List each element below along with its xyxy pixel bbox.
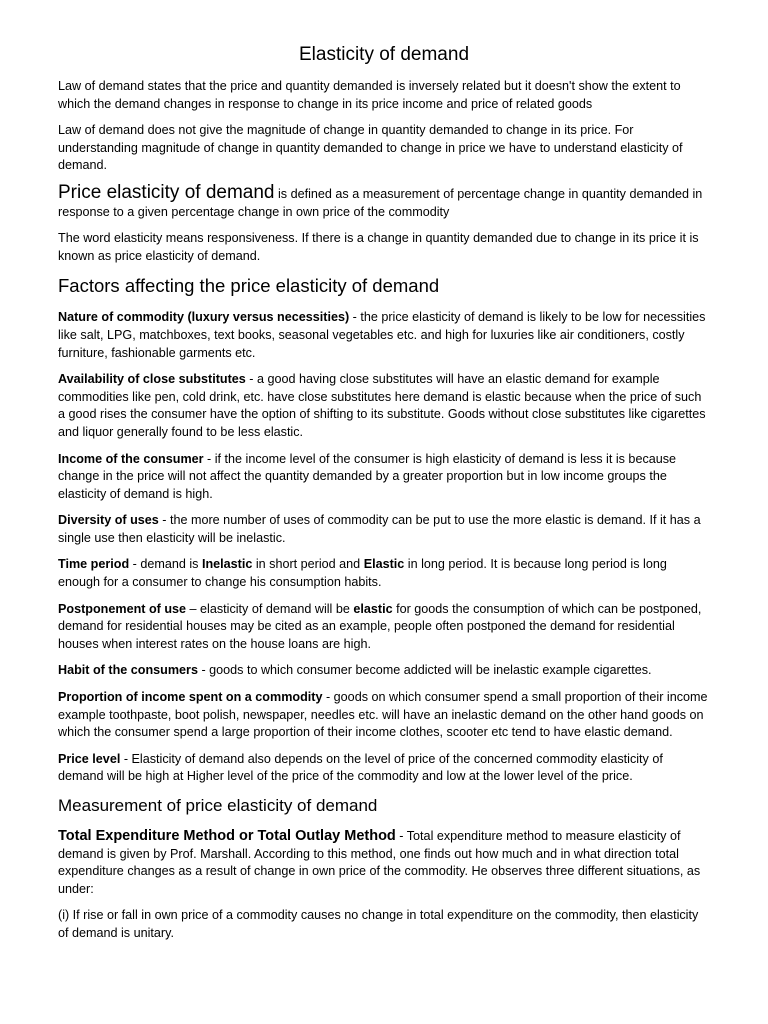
factor-substitutes-text: - a good having close substitutes will have an elastic demand for example commodities like pen, cold drink, etc. have close substitutes here demand is elastic because when the price of such a good rises the consumer have the option of shifting to its substitute. Goods without close substitutes like cigarettes and liquor generally found to be less elastic. xyxy=(58,372,706,439)
factor-postponement xyxy=(58,601,710,654)
factor-nature-text: - the price elasticity of demand is likely to be low for necessities like salt, LPG, matchboxes, text books, seasonal vegetables etc. and high for luxuries like air conditioners, costly furniture, fashionable garments etc. xyxy=(58,310,706,360)
measurement-heading: Measurement of price elasticity of demand xyxy=(58,796,378,815)
factor-uses-text: - the more number of uses of commodity can be put to use the more elastic is demand. If it has a single use then elasticity will be inelastic. xyxy=(58,513,701,545)
factor-proportion-text: - goods on which consumer spend a small proportion of their income example toothpaste, boot polish, newspaper, needles etc. will have an inelastic demand on the other hand goods on which the consumer spend a large proportion of their income clothes, scooter etc tend to have elastic demand. xyxy=(58,690,708,740)
factor-postponement-elastic: elastic xyxy=(353,601,393,616)
factor-nature xyxy=(58,309,710,362)
factor-proportion xyxy=(58,689,710,742)
factor-substitutes xyxy=(58,371,710,441)
factor-income xyxy=(58,451,710,504)
factor-price-level-lead: Price level xyxy=(58,751,121,766)
factor-time-elastic: Elastic xyxy=(363,557,405,572)
factor-time-text-a: - demand is xyxy=(129,557,202,572)
factor-income-text: - if the income level of the consumer is high elasticity of demand is less it is because change in the price will not affect the quantity demanded by a greater proportion but in low income groups the elasticity of demand is high. xyxy=(58,451,677,501)
total-expenditure-method xyxy=(58,828,710,898)
factor-postponement-text-c: for goods the consumption of which can be postponed, demand for residential houses may be cited as an example, people often postponed the demand for residential houses when interest rates on the house loans are high. xyxy=(58,601,702,651)
factor-income-lead: Income of the consumer xyxy=(58,451,204,466)
ped-term: Price elasticity of demand xyxy=(58,181,275,203)
factor-price-level xyxy=(58,751,710,786)
document-title: Elasticity of demand xyxy=(298,44,470,65)
factor-habit xyxy=(58,662,710,680)
factor-time xyxy=(58,556,710,591)
factor-uses xyxy=(58,512,710,547)
factor-time-inelastic: Inelastic xyxy=(201,557,253,572)
intro-paragraph-1: Law of demand states that the price and quantity demanded is inversely related but it doesn't show the extent to which the demand changes in response to change in its price income and price of related goods xyxy=(58,79,681,111)
factor-proportion-lead: Proportion of income spent on a commodity xyxy=(58,690,323,705)
factor-postponement-text-a: – elasticity of demand will be xyxy=(186,601,354,616)
factor-time-lead: Time period xyxy=(58,557,130,572)
factor-uses-lead: Diversity of uses xyxy=(58,513,159,528)
factor-substitutes-lead: Availability of close substitutes xyxy=(58,372,246,387)
elasticity-meaning: The word elasticity means responsiveness. If there is a change in quantity demanded due to change in its price it is known as price elasticity of demand. xyxy=(58,231,699,263)
factor-time-text-c: in short period and xyxy=(252,557,364,572)
case-unitary: (i) If rise or fall in own price of a commodity causes no change in total expenditure on the commodity, then elasticity of demand is unitary. xyxy=(58,908,699,940)
factor-habit-text: - goods to which consumer become addicted will be inelastic example cigarettes. xyxy=(197,663,652,678)
factor-price-level-text: - Elasticity of demand also depends on the level of price of the concerned commodity elasticity of demand will be high at Higher level of the price of the commodity and low at the lower level of the price. xyxy=(58,751,663,784)
tem-lead: Total Expenditure Method or Total Outlay Method xyxy=(58,828,396,844)
tem-text: - Total expenditure method to measure elasticity of demand is given by Prof. Marshall. According to this method, one finds out how much and in what direction total expenditure changes as a result of change in own price of the commodity. He observes three different situations, as under: xyxy=(58,829,701,896)
factor-postponement-lead: Postponement of use xyxy=(58,601,187,616)
intro-paragraph-2: Law of demand does not give the magnitude of change in quantity demanded to change in its price. For understanding magnitude of change in quantity demanded to change in price we have to understand elasticity of demand. xyxy=(58,123,683,173)
ped-text: is defined as a measurement of percentage change in quantity demanded in response to a given percentage change in own price of the commodity xyxy=(58,186,703,219)
factor-time-text-e: in long period. It is because long period is long enough for a consumer to change his consumption habits. xyxy=(58,557,667,590)
factor-nature-lead: Nature of commodity (luxury versus necessities) xyxy=(58,310,350,325)
ped-definition xyxy=(58,181,710,221)
factors-heading: Factors affecting the price elasticity of demand xyxy=(58,275,440,297)
factor-habit-lead: Habit of the consumers xyxy=(58,663,198,678)
